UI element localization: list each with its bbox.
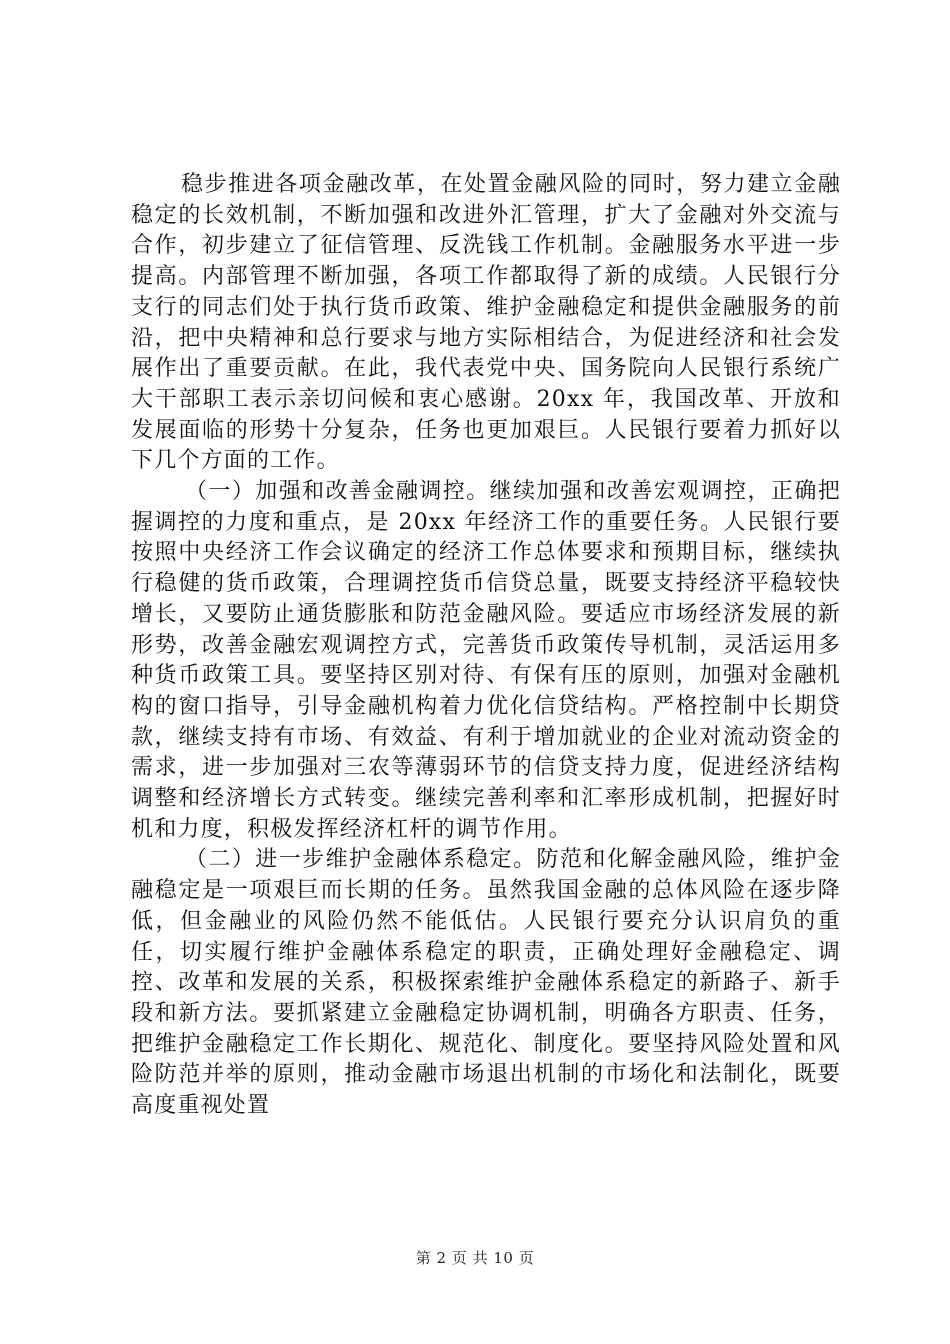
paragraph-section-2: （二）进一步维护金融体系稳定。防范和化解金融风险，维护金融稳定是一项艰巨而长期的任务。虽然我国金融的总体风险在逐步降低，但金融业的风险仍然不能低估。人民银行要充分认识肩负的重任，切实履行维护金融体系稳定的职责，正确处理好金融稳定、调控、改革和发展的关系，积极探索维护金融体系稳定的新路子、新手段和新方法。要抓紧建立金融稳定协调机制，明确各方职责、任务，把维护金融稳定工作长期化、规范化、制度化。要坚持风险处置和风险防范并举的原则，推动金融市场退出机制的市场化和法制化，既要高度重视处置 <box>131 847 841 1119</box>
document-body <box>131 170 841 1122</box>
paragraph-intro: 稳步推进各项金融改革，在处置金融风险的同时，努力建立金融稳定的长效机制，不断加强和改进外汇管理，扩大了金融对外交流与合作，初步建立了征信管理、反洗钱工作机制。金融服务水平进一步提高。内部管理不断加强，各项工作都取得了新的成绩。人民银行分支行的同志们处于执行货币政策、维护金融稳定和提供金融服务的前沿，把中央精神和总行要求与地方实际相结合，为促进经济和社会发展作出了重要贡献。在此，我代表党中央、国务院向人民银行系统广大干部职工表示亲切问候和衷心感谢。20xx 年，我国改革、开放和发展面临的形势十分复杂，任务也更加艰巨。人民银行要着力抓好以下几个方面的工作。 <box>131 172 841 474</box>
paragraph-section-1: （一）加强和改善金融调控。继续加强和改善宏观调控，正确把握调控的力度和重点，是 20xx 年经济工作的重要任务。人民银行要按照中央经济工作会议确定的经济工作总体要求和预期目标，继续执行稳健的货币政策，合理调控货币信贷总量，既要支持经济平稳较快增长，又要防止通货膨胀和防范金融风险。要适应市场经济发展的新形势，改善金融宏观调控方式，完善货币政策传导机制，灵活运用多种货币政策工具。要坚持区别对待、有保有压的原则，加强对金融机构的窗口指导，引导金融机构着力优化信贷结构。严格控制中长期贷款，继续支持有市场、有效益、有利于增加就业的企业对流动资金的需求，进一步加强对三农等薄弱环节的信贷支持力度，促进经济结构调整和经济增长方式转变。继续完善利率和汇率形成机制，把握好时机和力度，积极发挥经济杠杆的调节作用。 <box>131 479 841 842</box>
page-number-footer: 第 2 页 共 10 页 <box>415 1249 535 1267</box>
